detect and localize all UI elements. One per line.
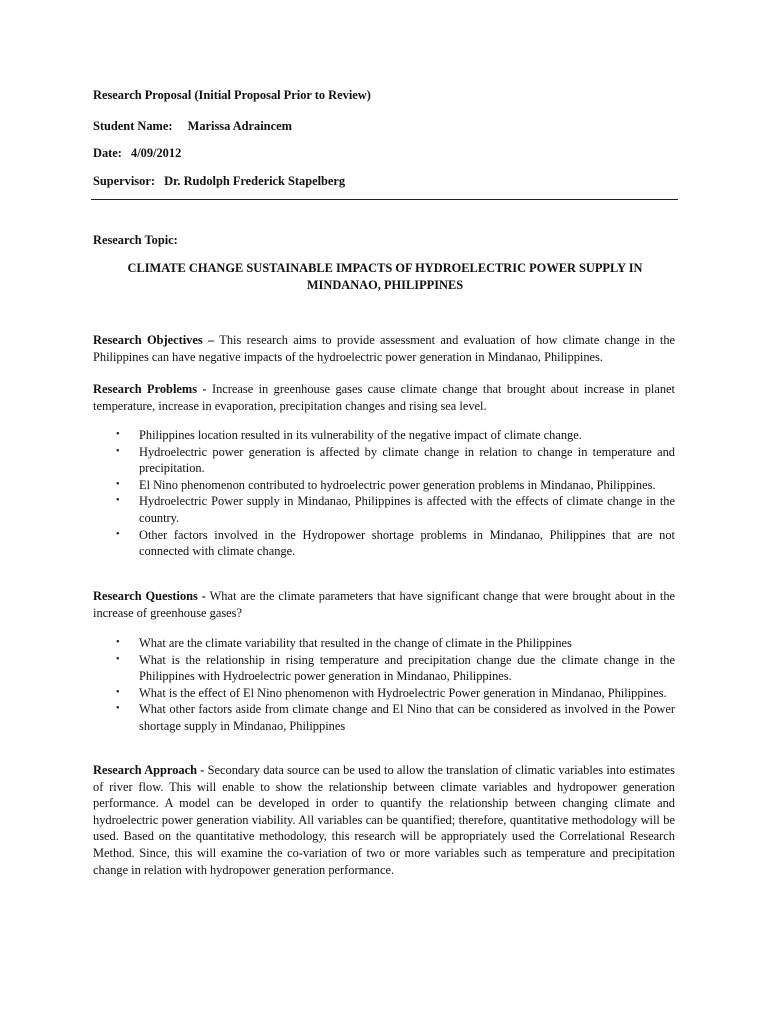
date-label: Date: <box>93 146 122 160</box>
research-questions-label: Research Questions - <box>93 589 206 603</box>
list-item: • Hydroelectric power generation is affected by climate change in relation to change in temperature and precipitation. <box>116 444 675 476</box>
list-item: • Philippines location resulted in its vulnerability of the negative impact of climate change. <box>116 428 582 442</box>
research-problems-text: Increase in greenhouse gases cause climate change that brought about increase in planet temperature, increase in evaporation, precipitation changes and rising sea level. <box>93 382 675 413</box>
research-objectives-text: This research aims to provide assessment and evaluation of how climate change in the Philippines can have negative impacts of the hydroelectric power generation in Mindanao, Philippines. <box>93 333 676 364</box>
bullet-icon: • <box>116 653 120 665</box>
research-problems-list <box>93 427 675 560</box>
date-value: 4/09/2012 <box>131 146 182 160</box>
header-divider <box>91 199 678 200</box>
student-name-line <box>93 118 653 135</box>
date-line <box>93 145 653 162</box>
bullet-icon: • <box>116 429 120 440</box>
research-questions-list <box>93 635 675 735</box>
supervisor-name: Dr. Rudolph Frederick Stapelberg <box>164 174 346 188</box>
list-item: • What is the effect of El Nino phenomenon with Hydroelectric Power generation in Mindanao, Philippines. <box>116 685 667 700</box>
research-topic-label: Research Topic: <box>93 233 178 247</box>
bullet-icon: • <box>116 703 120 715</box>
list-item: • Hydroelectric Power supply in Mindanao, Philippines is affected with the effects of climate change in the country. <box>116 494 675 525</box>
bullet-icon: • <box>116 495 120 507</box>
bullet-icon: • <box>116 528 120 540</box>
student-name-value: Marissa Adraincem <box>187 119 292 133</box>
research-problems <box>93 381 675 414</box>
supervisor-label: Supervisor: <box>93 174 155 188</box>
bullet-icon: • <box>116 686 120 698</box>
bullet-icon: • <box>116 478 120 490</box>
research-objectives <box>93 332 675 365</box>
student-name-label: Student Name: <box>93 119 173 133</box>
research-questions-text: What are the climate parameters that have significant change that were brought about in the increase of greenhouse gases? <box>93 589 676 620</box>
research-approach-label: Research Approach - <box>93 763 205 777</box>
list-item: • El Nino phenomenon contributed to hydroelectric power generation problems in Mindanao, Philippines. <box>116 477 656 492</box>
list-item: • Other factors involved in the Hydropower shortage problems in Mindanao, Philippines that are not connected with climate change. <box>116 527 675 559</box>
list-item: • What other factors aside from climate change and El Nino that can be considered as involved in the Power shortage supply in Mindanao, Philippines <box>116 702 675 733</box>
supervisor-line <box>93 173 653 190</box>
proposal-line: Research Proposal (Initial Proposal Prior to Review) <box>93 88 371 102</box>
research-approach-text: Secondary data source can be used to allow the translation of climatic variables into estimates of river flow. This will enable to show the relationship between climate variables and hydropower generation performance. A model can be developed in order to quantify the relationship between changing climate and hydroelectric power generation viability. All variables can be quantified; therefore, quantitative methodology will be used. Based on the quantitative methodology, this research will be appropriately used the Correlational Research Method. Since, this will examine the co-variation of two or more variables such as temperature and precipitation change in relation with hydropower generation performance. <box>93 763 675 877</box>
list-item: • What is the relationship in rising temperature and precipitation change due the climate change in the Philippines with Hydroelectric power generation in Mindanao, Philippines. <box>116 652 675 684</box>
research-topic-title: CLIMATE CHANGE SUSTAINABLE IMPACTS OF HYDROELECTRIC POWER SUPPLY IN MINDANAO, PHILIPPINES <box>127 261 643 292</box>
bullet-icon: • <box>116 637 120 648</box>
bullet-icon: • <box>116 445 120 457</box>
research-approach <box>93 762 675 878</box>
research-problems-label: Research Problems - <box>93 382 207 396</box>
research-objectives-label: Research Objectives – <box>93 333 215 347</box>
research-questions <box>93 588 675 621</box>
list-item: • What are the climate variability that resulted in the change of climate in the Philippines <box>116 636 572 650</box>
